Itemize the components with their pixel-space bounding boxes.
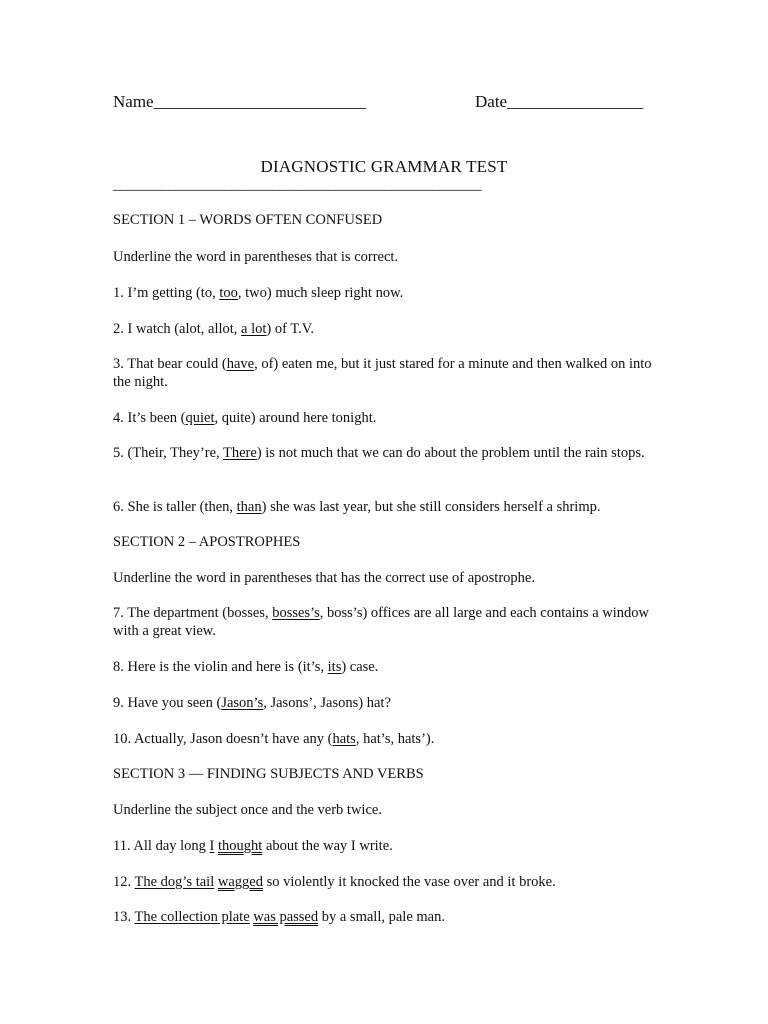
answer-underlined: bosses’s [272, 605, 320, 621]
question-text: 11. All day long [113, 838, 210, 854]
question-text: , boss’s) offices are all large and each contains a window with a great view. [113, 605, 649, 639]
question-text: ) is not much that we can do about the problem until the rain stops. [256, 445, 645, 461]
name-field[interactable]: Name_________________________ [113, 92, 367, 111]
question-4 [113, 409, 653, 427]
question-text: so violently it knocked the vase over and it broke. [262, 874, 556, 890]
question-text: , two) much sleep right now. [237, 285, 404, 301]
question-text: , hat’s, hats’). [355, 731, 435, 747]
subject-underlined: I [209, 838, 215, 854]
question-text: 3. That bear could ( [113, 356, 227, 372]
question-2 [113, 320, 653, 338]
question-text: 9. Have you seen ( [113, 695, 222, 711]
question-text: , of) eaten me, but it just stared for a minute and then walked on into the night. [113, 356, 652, 390]
question-5 [113, 444, 653, 462]
question-text: 2. I watch (alot, allot, [113, 321, 242, 337]
answer-underlined: have [226, 356, 255, 372]
section-1-heading: SECTION 1 – WORDS OFTEN CONFUSED [113, 212, 383, 228]
verb-underlined: thought [218, 838, 263, 854]
answer-underlined: There [223, 445, 257, 461]
question-6 [113, 498, 653, 516]
question-text: 6. She is taller (then, [113, 499, 237, 515]
section-1-instruction: Underline the word in parentheses that is correct. [113, 249, 399, 265]
question-text: about the way I write. [262, 838, 393, 854]
question-text: , Jasons’, Jasons) hat? [263, 695, 391, 711]
answer-underlined: than [236, 499, 262, 515]
question-7 [113, 604, 653, 640]
question-12 [113, 873, 653, 891]
answer-underlined: quiet [185, 410, 215, 426]
subject-underlined: The collection plate [134, 909, 250, 925]
question-8 [113, 658, 653, 676]
question-text: , quite) around here tonight. [214, 410, 377, 426]
verb-underlined: wagged [217, 874, 263, 890]
question-11 [113, 837, 653, 855]
question-text: ) of T.V. [266, 321, 314, 337]
subject-underlined: The dog’s tail [134, 874, 215, 890]
question-text: 4. It’s been ( [113, 410, 186, 426]
section-3-heading: SECTION 3 — FINDING SUBJECTS AND VERBS [113, 766, 424, 782]
question-text: 5. (Their, They’re, [113, 445, 224, 461]
question-text: 13. [113, 909, 135, 925]
section-2-instruction: Underline the word in parentheses that has the correct use of apostrophe. [113, 570, 535, 586]
question-1 [113, 284, 653, 302]
question-text: ) she was last year, but she still considers herself a shrimp. [261, 499, 601, 515]
date-field[interactable]: Date________________ [475, 92, 644, 111]
question-text: 8. Here is the violin and here is (it’s, [113, 659, 328, 675]
page-title: DIAGNOSTIC GRAMMAR TEST [260, 157, 508, 176]
question-3 [113, 355, 653, 391]
title-rule: _____________________________________________________ [113, 177, 482, 193]
answer-underlined: hats [332, 731, 356, 747]
question-13 [113, 908, 653, 926]
question-text: by a small, pale man. [318, 909, 445, 925]
section-2-heading: SECTION 2 – APOSTROPHES [113, 534, 301, 550]
section-3-instruction: Underline the subject once and the verb twice. [113, 802, 382, 818]
question-text: ) case. [341, 659, 379, 675]
question-text: 1. I’m getting (to, [113, 285, 220, 301]
verb-underlined: was passed [253, 909, 319, 925]
answer-underlined: a lot [241, 321, 267, 337]
question-9 [113, 694, 653, 712]
question-text: 12. [113, 874, 135, 890]
answer-underlined: Jason’s [221, 695, 264, 711]
question-10 [113, 730, 653, 748]
answer-underlined: too [219, 285, 238, 301]
question-text: 7. The department (bosses, [113, 605, 273, 621]
answer-underlined: its [327, 659, 342, 675]
question-text: 10. Actually, Jason doesn’t have any ( [113, 731, 333, 747]
